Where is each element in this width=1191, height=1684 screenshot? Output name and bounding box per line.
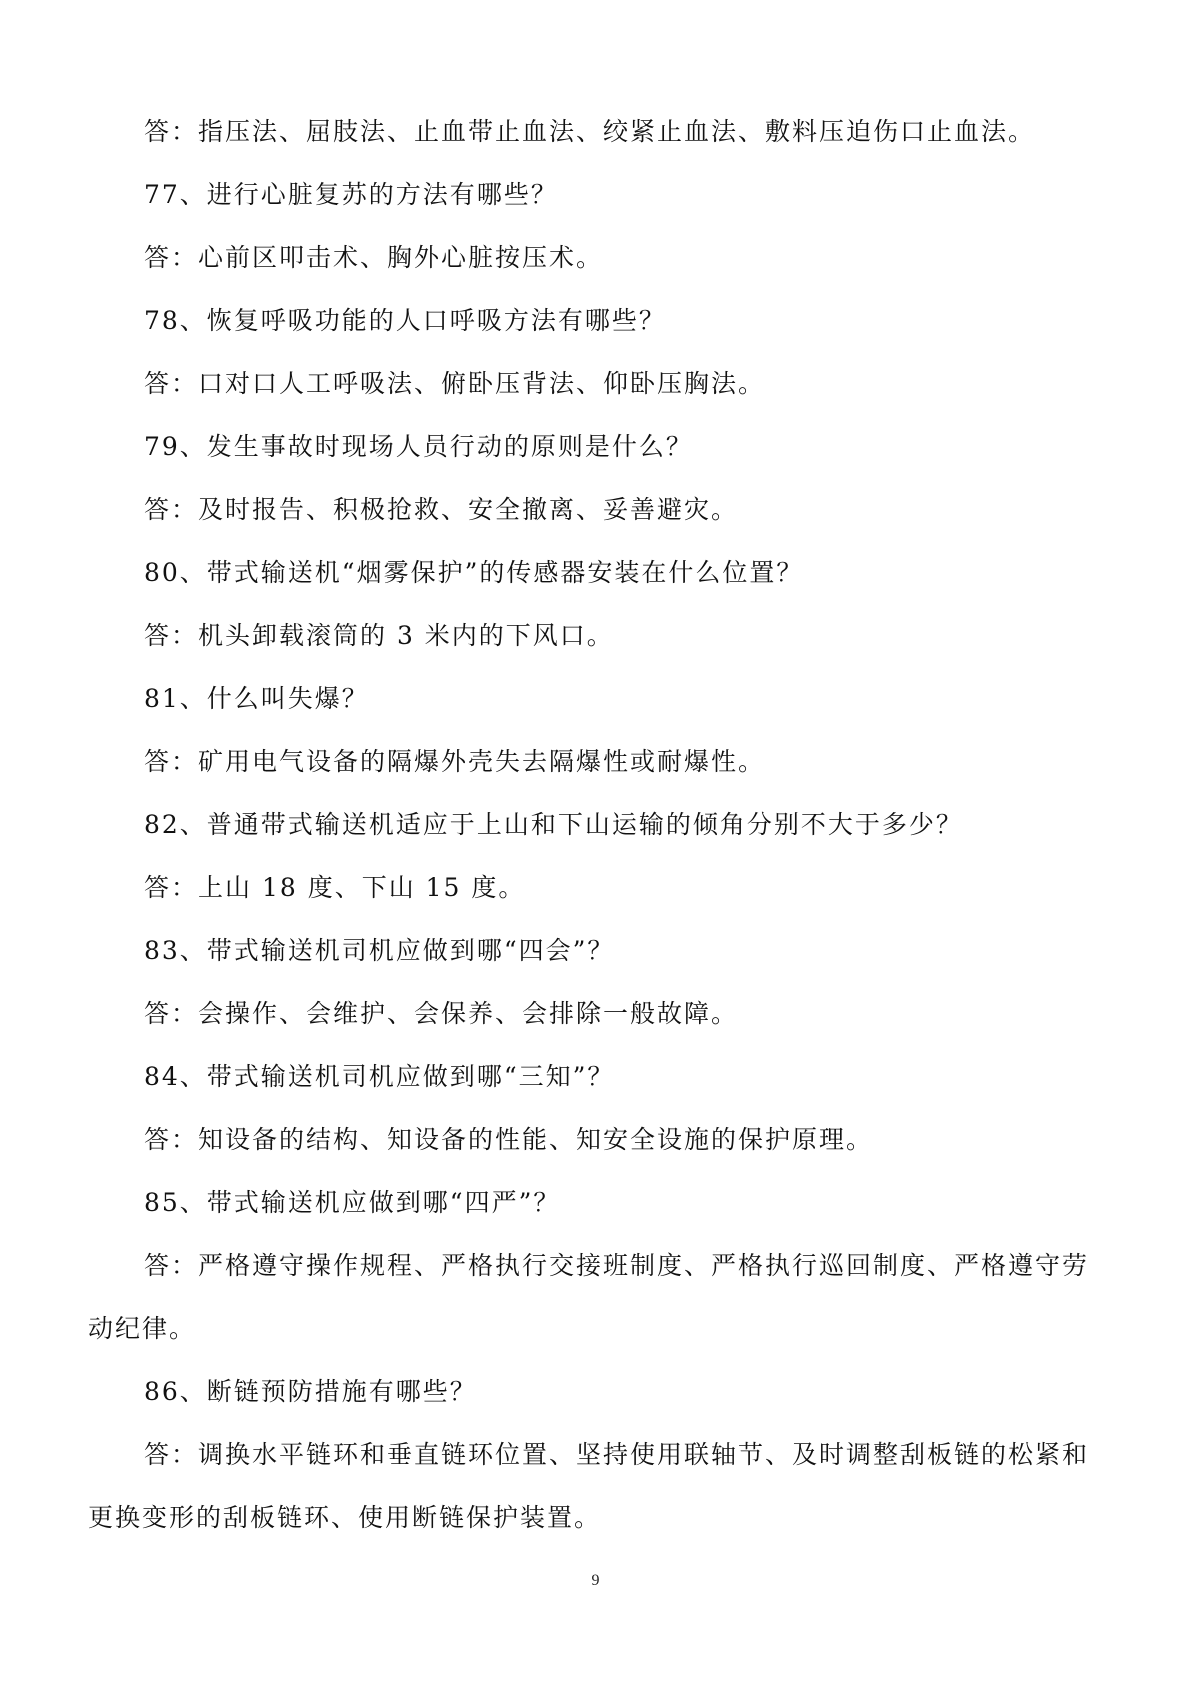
page-number: 9 xyxy=(591,1572,600,1589)
document-body xyxy=(88,100,1112,1549)
question-79: 79、发生事故时现场人员行动的原则是什么？ xyxy=(144,432,693,461)
answer-81: 答：矿用电气设备的隔爆外壳失去隔爆性或耐爆性。 xyxy=(144,747,766,776)
question-77: 77、进行心脏复苏的方法有哪些？ xyxy=(144,180,558,209)
question-81: 81、什么叫失爆？ xyxy=(144,684,369,713)
answer-78: 答：口对口人工呼吸法、俯卧压背法、仰卧压胸法。 xyxy=(144,369,766,398)
answer-77: 答：心前区叩击术、胸外心脏按压术。 xyxy=(144,243,604,272)
question-80: 80、带式输送机“烟雾保护”的传感器安装在什么位置？ xyxy=(144,558,804,587)
answer-83: 答：会操作、会维护、会保养、会排除一般故障。 xyxy=(144,999,739,1028)
question-86: 86、断链预防措施有哪些？ xyxy=(144,1377,477,1406)
answer-85: 答：严格遵守操作规程、严格执行交接班制度、严格执行巡回制度、严格遵守劳动纪律。 xyxy=(88,1251,1090,1343)
answer-80: 答：机头卸载滚筒的 3 米内的下风口。 xyxy=(144,621,614,650)
answer-79: 答：及时报告、积极抢救、安全撤离、妥善避灾。 xyxy=(144,495,739,524)
answer-76: 答：指压法、屈肢法、止血带止血法、绞紧止血法、敷料压迫伤口止血法。 xyxy=(144,117,1036,146)
answer-86: 答：调换水平链环和垂直链环位置、坚持使用联轴节、及时调整刮板链的松紧和更换变形的刮板链环、使用断链保护装置。 xyxy=(88,1440,1090,1532)
question-83: 83、带式输送机司机应做到哪“四会”？ xyxy=(144,936,615,965)
answer-84: 答：知设备的结构、知设备的性能、知安全设施的保护原理。 xyxy=(144,1125,874,1154)
answer-82: 答：上山 18 度、下山 15 度。 xyxy=(144,873,526,902)
question-78: 78、恢复呼吸功能的人口呼吸方法有哪些？ xyxy=(144,306,666,335)
question-82: 82、普通带式输送机适应于上山和下山运输的倾角分别不大于多少？ xyxy=(144,810,963,839)
question-84: 84、带式输送机司机应做到哪“三知”？ xyxy=(144,1062,615,1091)
question-85: 85、带式输送机应做到哪“四严”？ xyxy=(144,1188,561,1217)
